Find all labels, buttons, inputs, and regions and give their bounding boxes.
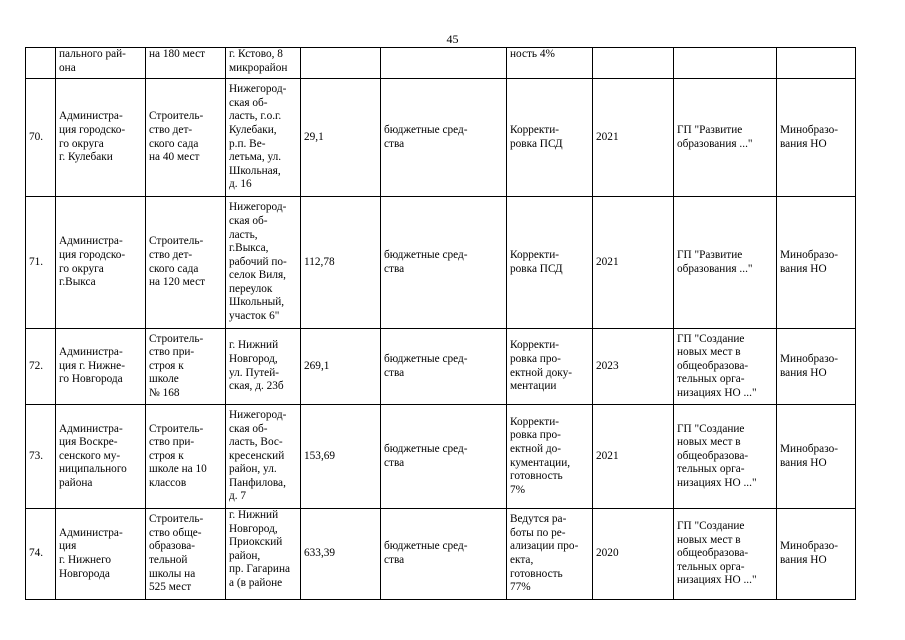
cell-organization: пального рай- она	[56, 48, 146, 79]
cell-amount: 29,1	[301, 79, 381, 197]
page-number: 45	[446, 32, 459, 46]
cell-year: 2023	[593, 329, 674, 405]
cell-stage: Корректи- ровка ПСД	[507, 197, 593, 329]
cell-year: 2020	[593, 509, 674, 600]
cell-source: бюджетные сред- ства	[381, 79, 507, 197]
cell-source: бюджетные сред- ства	[381, 329, 507, 405]
cell-object: Строитель- ство обще- образова- тельной школы на 525 мест	[146, 509, 226, 600]
cell-number: 73.	[26, 405, 56, 509]
cell-stage: Корректи- ровка про- ектной доку- ментации	[507, 329, 593, 405]
cell-program: ГП "Создание новых мест в общеобразова- тельных орга- низациях НО ..."	[674, 405, 777, 509]
cell-organization: Администра- ция г. Нижне- го Новгорода	[56, 329, 146, 405]
cell-stage: ность 4%	[507, 48, 593, 79]
cell-number: 74.	[26, 509, 56, 600]
cell-organization: Администра- ция Воскре- сенского му- ниципального района	[56, 405, 146, 509]
cell-program	[674, 48, 777, 79]
cell-year: 2021	[593, 197, 674, 329]
cell-object: Строитель- ство при- строя к школе № 168	[146, 329, 226, 405]
cell-ministry: Минобразо- вания НО	[777, 329, 856, 405]
cell-amount: 269,1	[301, 329, 381, 405]
cell-stage: Корректи- ровка ПСД	[507, 79, 593, 197]
cell-stage: Корректи- ровка про- ектной до- кументации, готовность 7%	[507, 405, 593, 509]
cell-address: Нижегород- ская об- ласть, Вос- кресенский район, ул. Панфилова, д. 7	[226, 405, 301, 509]
cell-address: г. Нижний Новгород, ул. Путей- ская, д. 23б	[226, 329, 301, 405]
table-row	[26, 197, 856, 329]
table-row	[26, 509, 856, 600]
cell-program: ГП "Развитие образования ..."	[674, 79, 777, 197]
cell-source: бюджетные сред- ства	[381, 509, 507, 600]
cell-address: г. Нижний Новгород, Приокский район, пр. Гагарина а (в районе	[226, 509, 301, 600]
cell-ministry: Минобразо- вания НО	[777, 509, 856, 600]
cell-number: 72.	[26, 329, 56, 405]
cell-source: бюджетные сред- ства	[381, 197, 507, 329]
cell-source: бюджетные сред- ства	[381, 405, 507, 509]
cell-object: Строитель- ство дет- ского сада на 40 мест	[146, 79, 226, 197]
cell-address: г. Кстово, 8 микрорайон	[226, 48, 301, 79]
cell-ministry: Минобразо- вания НО	[777, 197, 856, 329]
cell-program: ГП "Создание новых мест в общеобразова- тельных орга- низациях НО ..."	[674, 329, 777, 405]
cell-year: 2021	[593, 79, 674, 197]
cell-address: Нижегород- ская об- ласть, г.Выкса, рабочий по- селок Виля, переулок Школьный, участок 6"	[226, 197, 301, 329]
cell-ministry: Минобразо- вания НО	[777, 79, 856, 197]
table-row	[26, 79, 856, 197]
cell-amount	[301, 48, 381, 79]
cell-organization: Администра- ция г. Нижнего Новгорода	[56, 509, 146, 600]
cell-ministry: Минобразо- вания НО	[777, 405, 856, 509]
cell-amount: 153,69	[301, 405, 381, 509]
cell-number: 71.	[26, 197, 56, 329]
construction-projects-table	[25, 47, 856, 600]
cell-object: Строитель- ство дет- ского сада на 120 мест	[146, 197, 226, 329]
cell-object: на 180 мест	[146, 48, 226, 79]
cell-object: Строитель- ство при- строя к школе на 10 классов	[146, 405, 226, 509]
cell-program: ГП "Создание новых мест в общеобразова- тельных орга- низациях НО ..."	[674, 509, 777, 600]
cell-program: ГП "Развитие образования ..."	[674, 197, 777, 329]
cell-organization: Администра- ция городско- го округа г.Выкса	[56, 197, 146, 329]
cell-amount: 112,78	[301, 197, 381, 329]
table-row	[26, 329, 856, 405]
table-row-continuation	[26, 48, 856, 79]
cell-year: 2021	[593, 405, 674, 509]
cell-organization: Администра- ция городско- го округа г. Кулебаки	[56, 79, 146, 197]
cell-amount: 633,39	[301, 509, 381, 600]
table-row	[26, 405, 856, 509]
cell-year	[593, 48, 674, 79]
cell-ministry	[777, 48, 856, 79]
cell-number	[26, 48, 56, 79]
cell-stage: Ведутся ра- боты по ре- ализации про- екта, готовность 77%	[507, 509, 593, 600]
cell-number: 70.	[26, 79, 56, 197]
cell-address: Нижегород- ская об- ласть, г.о.г. Кулебаки, р.п. Ве- летьма, ул. Школьная, д. 16	[226, 79, 301, 197]
cell-source	[381, 48, 507, 79]
